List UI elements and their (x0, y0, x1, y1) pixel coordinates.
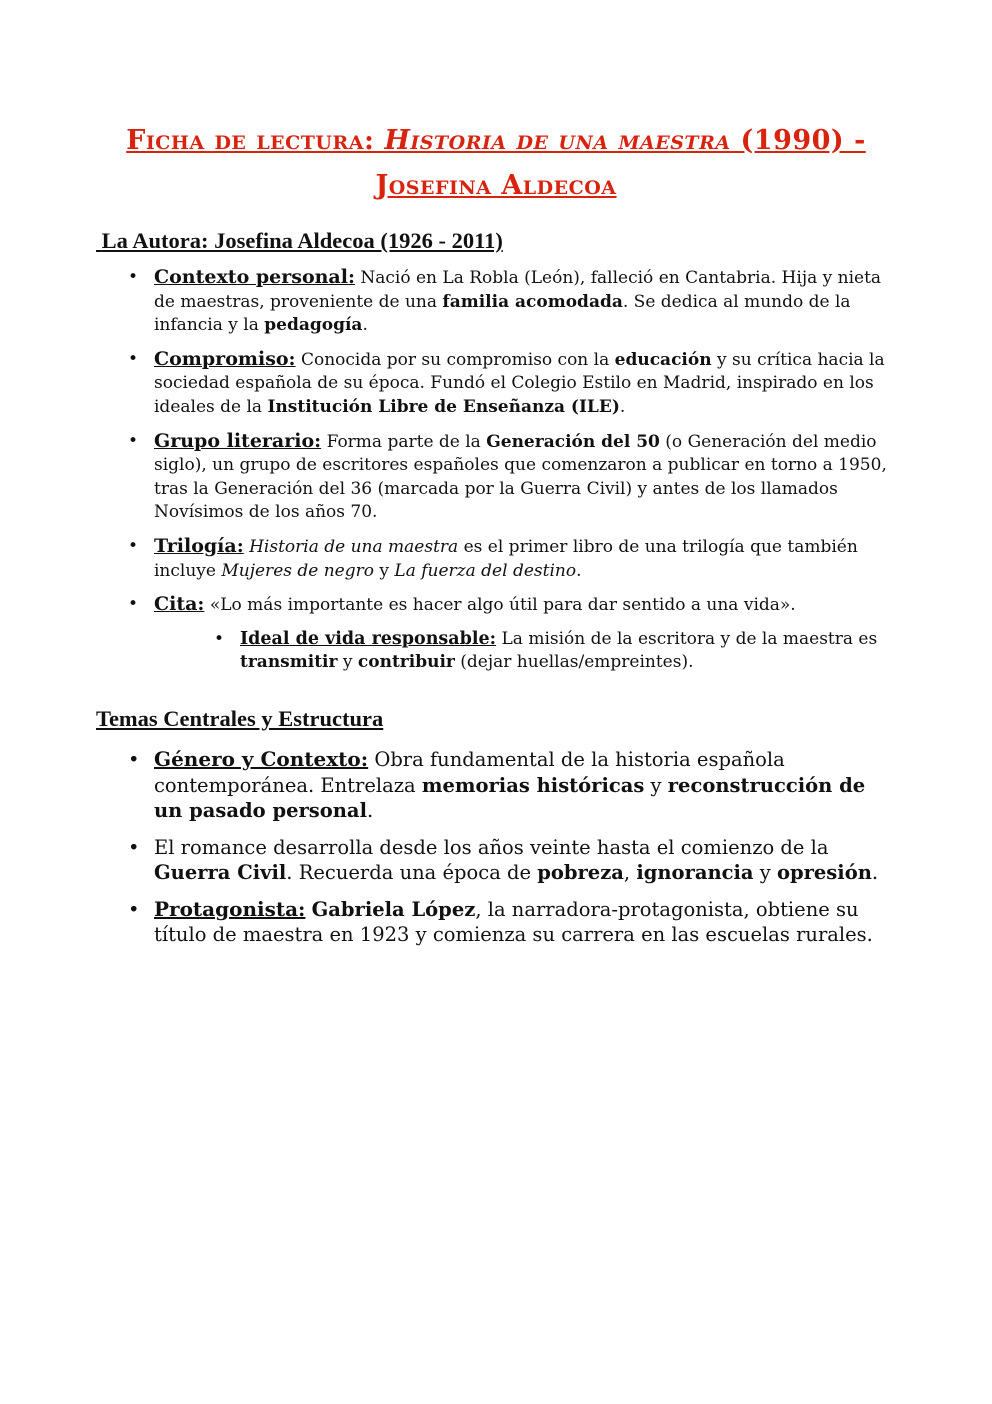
list-item: • Cita: «Lo más importante es hacer algo útil para dar sentido a una vida». • Ideal de vida responsable: La misión de la escritora y de la maestra es transmitir y contribuir (dejar huellas/empreintes). (128, 593, 898, 675)
themes-list (128, 747, 898, 959)
sub-list-item: • Ideal de vida responsable: La misión de la escritora y de la maestra es transmitir y contribuir (dejar huellas/empreintes). (214, 628, 898, 675)
list-item: • El romance desarrolla desde los años veinte hasta el comienzo de la Guerra Civil. Recuerda una época de pobreza, ignorancia y opresión. (128, 835, 898, 886)
document-title (80, 118, 912, 208)
list-item: • Contexto personal: Nació en La Robla (León), falleció en Cantabria. Hija y nieta de maestras, proveniente de una familia acomodada. Se dedica al mundo de la infancia y la pedagogía. (128, 266, 898, 338)
title-book-name: Historia de una maestra (384, 125, 731, 156)
title-author: Josefina Aldecoa (375, 170, 617, 201)
list-item: • Trilogía: Historia de una maestra es el primer libro de una trilogía que también incluye Mujeres de negro y La fuerza del destino. (128, 535, 898, 583)
title-year: (1990) - (730, 125, 866, 156)
list-item: • Protagonista: Gabriela López, la narradora-protagonista, obtiene su título de maestra en 1923 y comienza su carrera en las escuelas rurales. (128, 897, 898, 948)
list-item: • Género y Contexto: Obra fundamental de la historia española contemporánea. Entrelaza memorias históricas y reconstrucción de un pasado personal. (128, 747, 898, 824)
author-section-heading: La Autora: Josefina Aldecoa (1926 - 2011) (101, 228, 503, 253)
themes-section-heading: Temas Centrales y Estructura (96, 706, 384, 731)
author-list (128, 266, 898, 685)
sub-list (214, 628, 898, 675)
list-item: • Grupo literario: Forma parte de la Generación del 50 (o Generación del medio siglo), un grupo de escritores españoles que comenzaron a publicar en torno a 1950, tras la Generación del 36 (marcada por la Guerra Civil) y antes de los llamados Novísimos de los años 70. (128, 430, 898, 525)
title-prefix: Ficha de lectura: (126, 125, 385, 156)
list-item: • Compromiso: Conocida por su compromiso con la educación y su crítica hacia la sociedad española de su época. Fundó el Colegio Estilo en Madrid, inspirado en los ideales de la Institución Libre de Enseñanza (ILE). (128, 348, 898, 420)
